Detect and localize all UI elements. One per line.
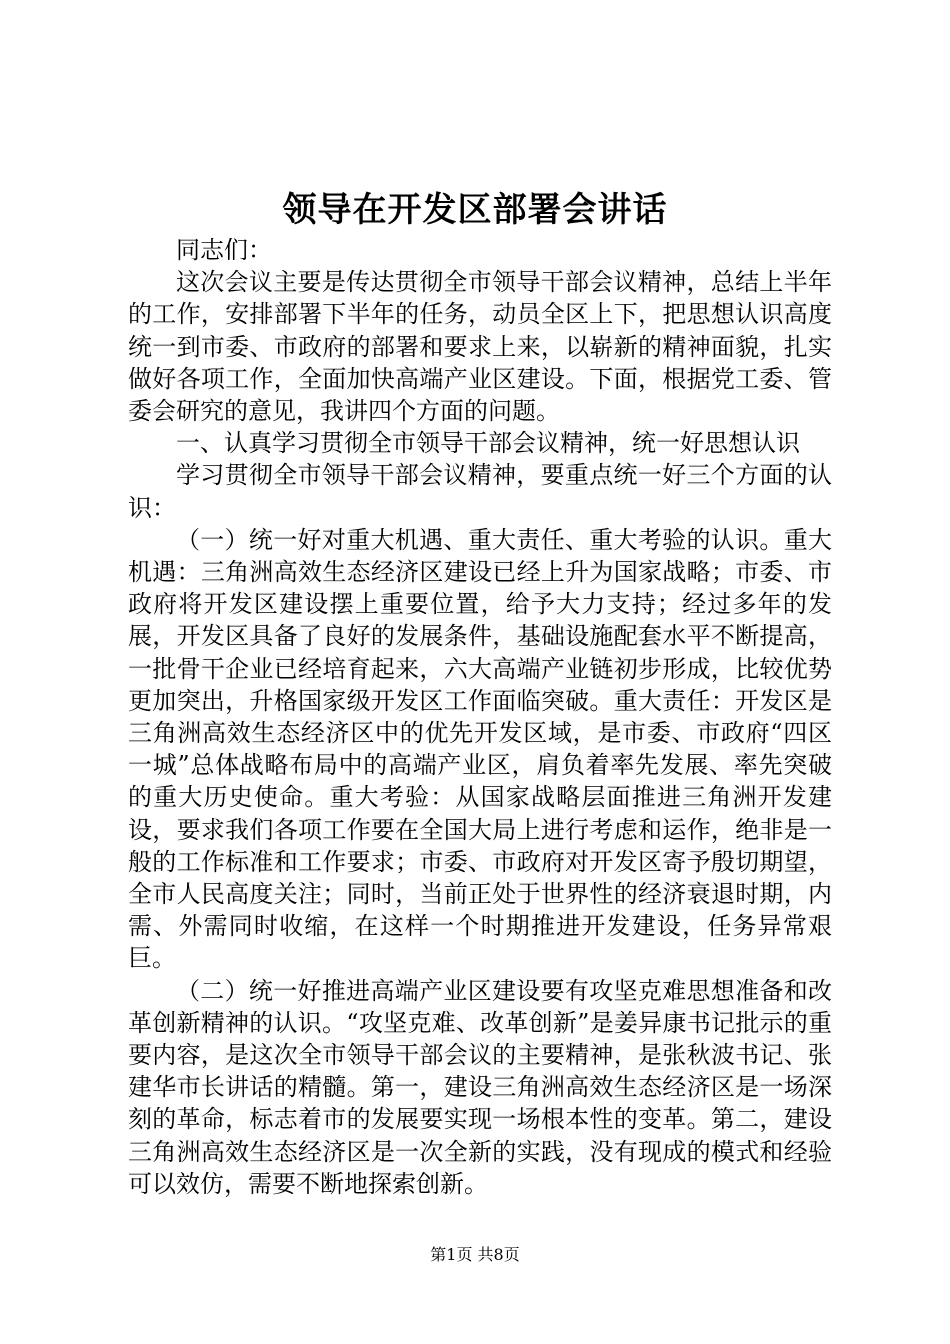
document-body (128, 234, 832, 1200)
paragraph-subsection-1: （一）统一好对重大机遇、重大责任、重大考验的认识。重大机遇：三角洲高效生态经济区建设已经上升为国家战略；市委、市政府将开发区建设摆上重要位置，给予大力支持；经过多年的发展，开发区具备了良好的发展条件，基础设施配套水平不断提高，一批骨干企业已经培育起来，六大高端产业链初步形成，比较优势更加突出，升格国家级开发区工作面临突破。重大责任：开发区是三角洲高效生态经济区中的优先开发区域，是市委、市政府“四区一城”总体战略布局中的高端产业区，肩负着率先发展、率先突破的重大历史使命。重大考验：从国家战略层面推进三角洲开发建设，要求我们各项工作要在全国大局上进行考虑和运作，绝非是一般的工作标准和工作要求；市委、市政府对开发区寄予殷切期望，全市人民高度关注；同时，当前正处于世界性的经济衰退时期，内需、外需同时收缩，在这样一个时期推进开发建设，任务异常艰巨。 (128, 525, 832, 973)
paragraph-intro: 这次会议主要是传达贯彻全市领导干部会议精神，总结上半年的工作，安排部署下半年的任务，动员全区上下，把思想认识高度统一到市委、市政府的部署和要求上来，以崭新的精神面貌，扎实做好各项工作，全面加快高端产业区建设。下面，根据党工委、管委会研究的意见，我讲四个方面的问题。 (128, 268, 832, 426)
salutation: 同志们： (176, 236, 272, 264)
page-footer: 第1页 共8页 (430, 1245, 520, 1264)
section-heading-1: 一、认真学习贯彻全市领导干部会议精神，统一好思想认识 (176, 429, 800, 458)
paragraph-section-1-lead: 学习贯彻全市领导干部会议精神，要重点统一好三个方面的认识： (128, 461, 832, 522)
paragraph-subsection-2: （二）统一好推进高端产业区建设要有攻坚克难思想准备和改革创新精神的认识。“攻坚克难、改革创新”是姜异康书记批示的重要内容，是这次全市领导干部会议的主要精神，是张秋波书记、张建华市长讲话的精髓。第一，建设三角洲高效生态经济区是一场深刻的革命，标志着市的发展要实现一场根本性的变革。第二，建设三角洲高效生态经济区是一次全新的实践，没有现成的模式和经验可以效仿，需要不断地探索创新。 (128, 976, 832, 1198)
document-title: 领导在开发区部署会讲话 (282, 190, 668, 230)
